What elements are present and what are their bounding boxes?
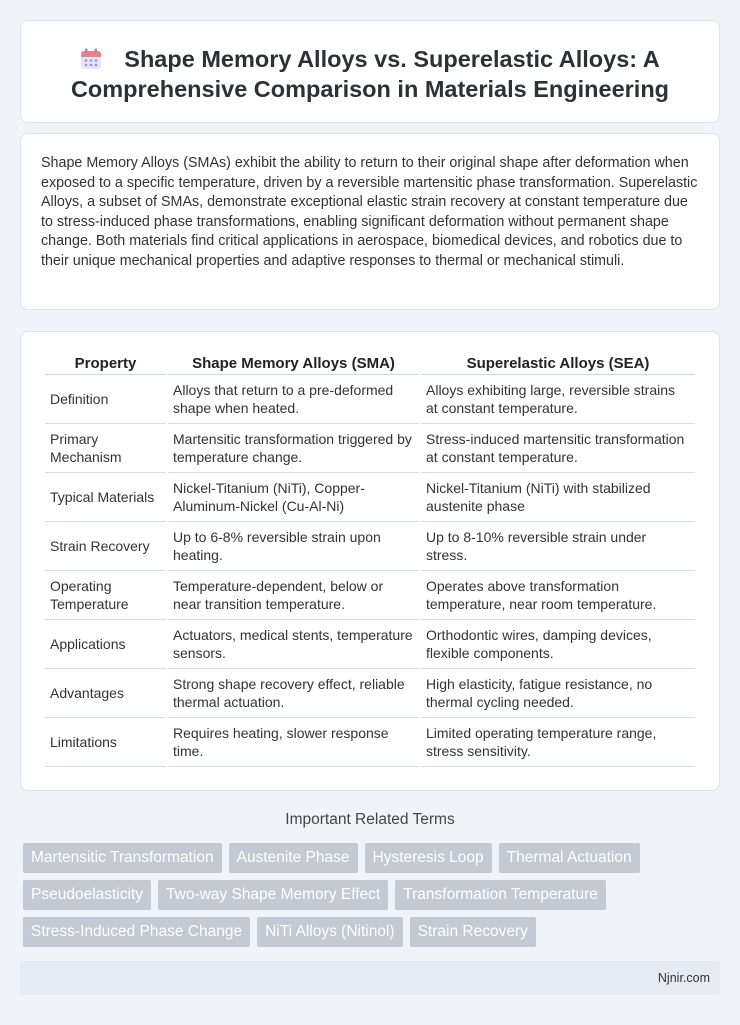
sea-cell: Stress-induced martensitic transformation at constant temperature. (421, 424, 695, 473)
sma-cell: Requires heating, slower response time. (168, 718, 419, 767)
term-tag[interactable]: Austenite Phase (229, 843, 358, 873)
intro-card (20, 133, 720, 310)
sea-cell: Up to 8-10% reversible strain under stress. (421, 522, 695, 571)
property-cell: Operating Temperature (45, 571, 166, 620)
related-terms-list (23, 843, 723, 954)
sma-cell: Martensitic transformation triggered by temperature change. (168, 424, 419, 473)
term-tag[interactable]: Two-way Shape Memory Effect (158, 880, 388, 910)
term-tag[interactable]: Martensitic Transformation (23, 843, 222, 873)
comparison-table (43, 352, 697, 767)
sma-cell: Strong shape recovery effect, reliable thermal actuation. (168, 669, 419, 718)
property-cell: Limitations (45, 718, 166, 767)
term-tag[interactable]: NiTi Alloys (Nitinol) (257, 917, 402, 947)
sma-cell: Up to 6-8% reversible strain upon heating. (168, 522, 419, 571)
property-cell: Typical Materials (45, 473, 166, 522)
sea-cell: Operates above transformation temperature, near room temperature. (421, 571, 695, 620)
table-row (45, 620, 695, 669)
property-cell: Definition (45, 375, 166, 424)
table-row (45, 375, 695, 424)
sma-cell: Actuators, medical stents, temperature sensors. (168, 620, 419, 669)
term-tag[interactable]: Pseudoelasticity (23, 880, 151, 910)
column-header-sea: Superelastic Alloys (SEA) (421, 352, 695, 375)
table-row (45, 473, 695, 522)
sma-cell: Nickel-Titanium (NiTi), Copper-Aluminum-Nickel (Cu-Al-Ni) (168, 473, 419, 522)
table-row (45, 669, 695, 718)
sea-cell: High elasticity, fatigue resistance, no thermal cycling needed. (421, 669, 695, 718)
sma-cell: Temperature-dependent, below or near transition temperature. (168, 571, 419, 620)
column-header-sma: Shape Memory Alloys (SMA) (168, 352, 419, 375)
sma-cell: Alloys that return to a pre-deformed shape when heated. (168, 375, 419, 424)
table-header-row (45, 352, 695, 375)
sea-cell: Nickel-Titanium (NiTi) with stabilized austenite phase (421, 473, 695, 522)
footer (20, 961, 720, 995)
sea-cell: Alloys exhibiting large, reversible strains at constant temperature. (421, 375, 695, 424)
comparison-table-card (20, 331, 720, 791)
column-header-property: Property (45, 352, 166, 375)
intro-paragraph: Shape Memory Alloys (SMAs) exhibit the ability to return to their original shape after deformation when exposed to a specific temperature, driven by a reversible martensitic phase transformation. Superelastic Alloys, a subset of SMAs, demonstrate exceptional elastic strain recovery at constant temperature due to stress-induced phase transformations, enabling significant deformation without permanent shape change. Both materials find critical applications in aerospace, biomedical devices, and robotics due to their unique mechanical properties and adaptive responses to thermal or mechanical stimuli. (41, 155, 698, 269)
sea-cell: Limited operating temperature range, stress sensitivity. (421, 718, 695, 767)
term-tag[interactable]: Stress-Induced Phase Change (23, 917, 250, 947)
footer-site-link[interactable]: Njnir.com (657, 971, 710, 985)
property-cell: Strain Recovery (45, 522, 166, 571)
term-tag[interactable]: Transformation Temperature (395, 880, 606, 910)
title-card (20, 20, 720, 123)
table-row (45, 718, 695, 767)
term-tag[interactable]: Thermal Actuation (499, 843, 640, 873)
calendar-icon (80, 47, 102, 69)
sea-cell: Orthodontic wires, damping devices, flexible components. (421, 620, 695, 669)
table-row (45, 571, 695, 620)
property-cell: Applications (45, 620, 166, 669)
page-title (21, 44, 719, 104)
property-cell: Advantages (45, 669, 166, 718)
table-row (45, 424, 695, 473)
related-terms-heading: Important Related Terms (285, 811, 455, 828)
table-row (45, 522, 695, 571)
title-text: Shape Memory Alloys vs. Superelastic Alloys: A Comprehensive Comparison in Materials Engineering (70, 46, 670, 102)
term-tag[interactable]: Hysteresis Loop (365, 843, 492, 873)
property-cell: Primary Mechanism (45, 424, 166, 473)
term-tag[interactable]: Strain Recovery (410, 917, 536, 947)
